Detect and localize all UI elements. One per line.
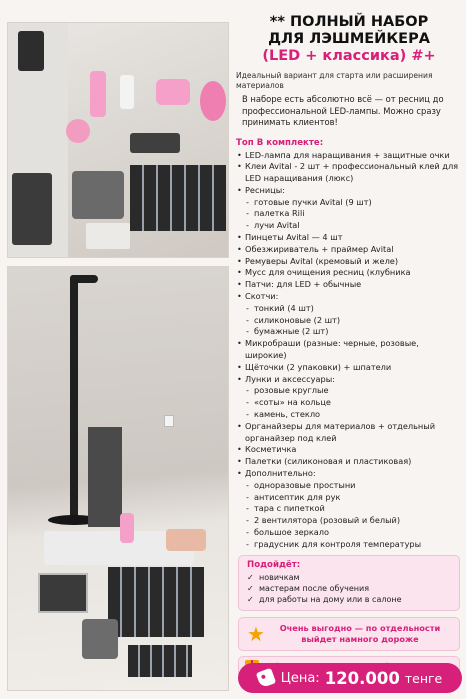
list-subitem: - 2 вентилятора (розовый и белый): [236, 515, 462, 527]
list-subitem: - антисептик для рук: [236, 492, 462, 504]
photo-bottle: [90, 71, 106, 117]
check-icon: ✓: [247, 594, 254, 604]
list-item: • Микробраши (разные: черные, розовые, широкие): [236, 338, 462, 362]
list-subitem: - силиконовые (2 шт): [236, 315, 462, 327]
suitable-item: [247, 594, 451, 605]
photo-switch: [164, 415, 174, 427]
suitable-item: [247, 572, 451, 583]
list-subitem: - готовые пучки Avital (9 шт): [236, 197, 462, 209]
suitable-item-text: мастерам после обучения: [259, 583, 370, 593]
list-item: • Обезжириватель + праймер Avital: [236, 244, 462, 256]
list-subitem: - большое зеркало: [236, 527, 462, 539]
list-item: • Лунки и аксессуары:: [236, 374, 462, 386]
photo-lamp-box: [72, 171, 124, 219]
promo-line: Очень выгодно — по отдельности: [279, 622, 441, 633]
photo-case: [156, 79, 190, 105]
list-item: • Патчи: для LED + обычные: [236, 279, 462, 291]
photo-fan: [200, 81, 226, 121]
list-subitem: - градусник для контроля температуры: [236, 539, 462, 551]
contents-list: [236, 150, 462, 551]
description-panel: [236, 14, 462, 678]
photo-palette: [130, 133, 180, 153]
photo-lash-trays: [130, 165, 226, 231]
list-item: • Клеи Avital - 2 шт + профессиональный клей для LED наращивания (люкс): [236, 161, 462, 185]
list-subitem: - «соты» на кольце: [236, 397, 462, 409]
photo-lamp-arm: [70, 275, 98, 283]
list-item: • Мусс для очищения ресниц (клубника: [236, 267, 462, 279]
list-item: • Скотчи:: [236, 291, 462, 303]
photo-lamp: [18, 31, 44, 71]
list-item: • Ресницы:: [236, 185, 462, 197]
photo-bottle: [120, 513, 134, 543]
intro-line: Идеальный вариант для старта или расширения материалов: [236, 71, 433, 90]
list-item: • Косметичка: [236, 444, 462, 456]
star-icon: ★: [247, 621, 265, 646]
suitable-box: [238, 555, 460, 611]
product-photo-bottom: [7, 266, 229, 691]
list-subitem: - розовые круглые: [236, 385, 462, 397]
suitable-item-text: для работы на дому или в салоне: [259, 594, 402, 604]
suitable-item-text: новичкам: [259, 572, 300, 582]
photo-lamp-head: [88, 427, 122, 527]
photo-lamp-box: [82, 619, 118, 659]
intro-text: В наборе есть абсолютно всё — от ресниц до профессиональной LED-лампы. Можно сразу принимать клиентов!: [242, 94, 444, 127]
promo-text: [267, 623, 453, 645]
section-title: Топ В комплекте:: [236, 137, 324, 148]
photo-lamp-stand: [70, 275, 78, 519]
promo-line: выйдет намного дороже: [301, 633, 419, 644]
list-item: • Дополнительно:: [236, 468, 462, 480]
page-title: [236, 14, 462, 65]
title-line: ДЛЯ ЛЭШМЕЙКЕРА: [268, 31, 430, 47]
list-subitem: - лучи Avital: [236, 220, 462, 232]
photo-lash-trays: [128, 645, 192, 677]
check-icon: ✓: [247, 572, 254, 582]
title-subtitle: (LED + классика) #+: [262, 48, 436, 64]
list-subitem: - одноразовые простыни: [236, 480, 462, 492]
photo-glass: [86, 223, 130, 249]
suitable-title: Подойдёт:: [247, 559, 301, 570]
list-item: • Щёточки (2 упаковки) + шпатели: [236, 362, 462, 374]
title-line: ** ПОЛНЫЙ НАБОР: [269, 14, 429, 30]
photo-fan: [66, 119, 90, 143]
list-item: • Органайзеры для материалов + отдельный органайзер под клей: [236, 421, 462, 445]
list-item: • Ремуверы Avital (кремовый и желе): [236, 256, 462, 268]
list-subitem: - палетка Rili: [236, 208, 462, 220]
promo-box: [238, 617, 460, 651]
suitable-item: [247, 583, 451, 594]
check-icon: ✓: [247, 583, 254, 593]
price-label: Цена:: [280, 670, 320, 686]
photo-bottle: [120, 75, 134, 109]
price-amount: 120.000: [324, 668, 400, 688]
list-item: • Пинцеты Avital — 4 шт: [236, 232, 462, 244]
list-subitem: - тара с пипеткой: [236, 503, 462, 515]
list-item: • Палетки (силиконовая и пластиковая): [236, 456, 462, 468]
list-item: • LED-лампа для наращивания + защитные очки: [236, 150, 462, 162]
list-subitem: - бумажные (2 шт): [236, 326, 462, 338]
photo-mirror: [12, 173, 52, 245]
list-subitem: - тонкий (4 шт): [236, 303, 462, 315]
photo-mirror: [38, 573, 88, 613]
price-tag-icon: [255, 668, 276, 689]
list-subitem: - камень, стекло: [236, 409, 462, 421]
product-photo-top: [7, 22, 229, 258]
photo-tray: [166, 529, 206, 551]
photo-lash-trays: [108, 567, 204, 637]
price-badge: [238, 663, 462, 693]
price-currency: тенге: [404, 670, 443, 686]
